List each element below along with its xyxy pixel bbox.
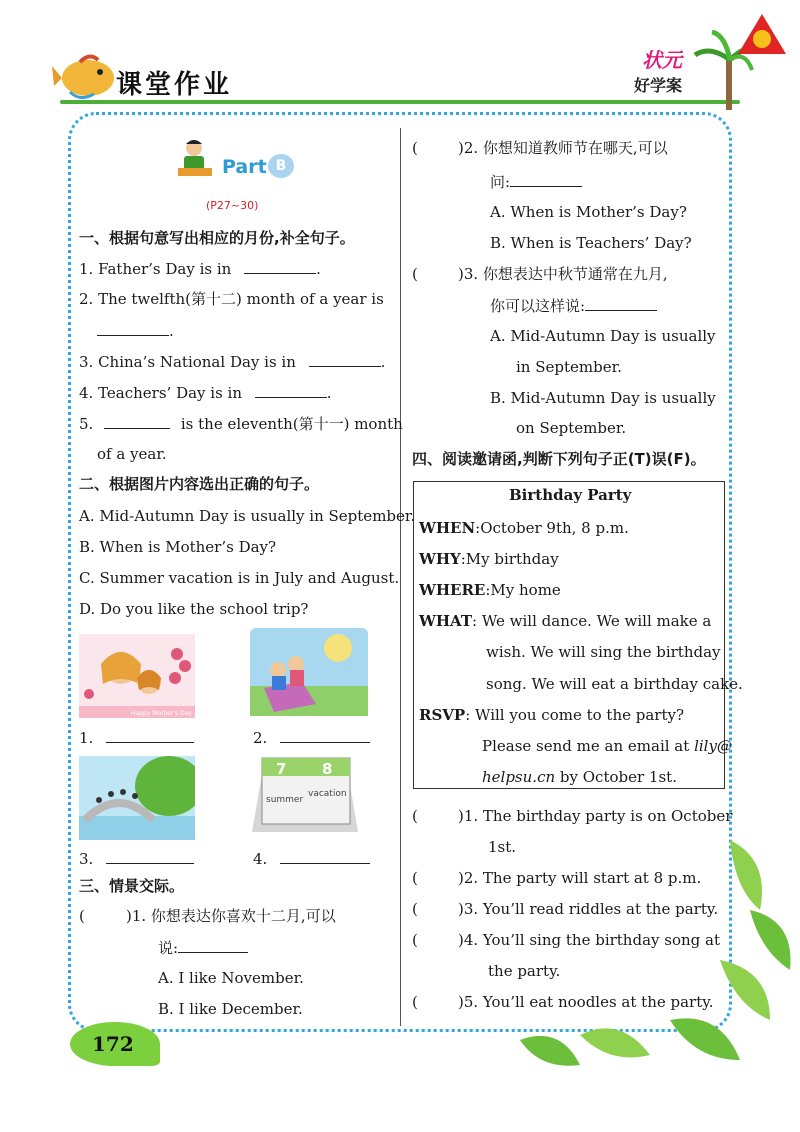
page-number: 172 — [92, 1032, 134, 1056]
invite-why-key: WHY — [419, 550, 461, 568]
section1-heading: 一、根据句意写出相应的月份,补全句子。 — [79, 229, 355, 247]
answer-paren[interactable]: ( — [412, 869, 418, 887]
header-rule — [60, 100, 740, 104]
answer-blank[interactable] — [106, 848, 194, 864]
s3-q2-prompt: 问: — [490, 173, 511, 191]
s3-q3-line1: )3. 你想表达中秋节通常在九月, — [458, 265, 668, 283]
s3-q1-option-b: B. I like December. — [158, 1000, 303, 1018]
invite-where — [419, 580, 561, 600]
answer-paren[interactable]: ( — [412, 931, 418, 949]
answer-blank[interactable] — [178, 937, 248, 953]
s1-line-1-text: 1. Father’s Day is in — [79, 260, 232, 278]
invite-why-value: :My birthday — [460, 550, 559, 568]
pic4-label: 4. — [253, 850, 268, 868]
s4-item-4-cont: the party. — [488, 962, 561, 980]
s3-q3-prompt: 你可以这样说: — [490, 297, 586, 315]
s1-line-5-cont: of a year. — [97, 445, 167, 463]
s1-line-2: 2. The twelfth(第十二) month of a year is — [79, 290, 384, 308]
answer-paren[interactable]: ( — [412, 265, 418, 283]
s1-line-4: 4. Teachers’ Day is in . — [79, 384, 332, 402]
s3-q1-line1: )1. 你想表达你喜欢十二月,可以 — [126, 907, 336, 925]
s3-q2-line1: )2. 你想知道教师节在哪天,可以 — [458, 139, 668, 157]
s1-line-3-text: 3. China’s National Day is in — [79, 353, 296, 371]
leaves-decoration-icon — [520, 820, 800, 1080]
mothers-day-picture — [79, 634, 195, 718]
invite-rsvp-line2 — [482, 736, 732, 756]
brand-logo — [634, 44, 682, 96]
answer-blank[interactable] — [104, 413, 170, 429]
column-divider — [400, 128, 401, 1026]
s3-q2-line2 — [490, 171, 582, 192]
section3-heading: 三、情景交际。 — [79, 877, 185, 895]
invite-what — [419, 611, 711, 631]
s2-option-d: D. Do you like the school trip? — [79, 600, 309, 618]
answer-paren[interactable]: ( — [412, 993, 418, 1011]
s1-line-4-text: 4. Teachers’ Day is in — [79, 384, 243, 402]
s4-item-1: )1. The birthday party is on October — [458, 807, 733, 825]
s3-q1-option-a: A. I like November. — [158, 969, 304, 987]
invite-when — [419, 518, 629, 538]
invite-why — [419, 549, 559, 569]
answer-blank[interactable] — [585, 295, 657, 311]
s3-q3-option-b1: B. Mid-Autumn Day is usually — [490, 389, 716, 407]
invite-what-key: WHAT — [419, 612, 472, 630]
pic1-caption: Happy Mother's Day — [131, 710, 192, 717]
pic2-answer — [253, 727, 370, 748]
s1-line-2-cont: . — [97, 320, 174, 341]
invite-where-value: :My home — [485, 581, 561, 599]
publisher-emblem-icon — [753, 30, 771, 48]
calendar-num-7: 7 — [276, 760, 287, 778]
part-label: Part — [222, 156, 267, 178]
s3-q3-line2 — [490, 295, 657, 316]
s3-q2-option-a: A. When is Mother’s Day? — [490, 203, 687, 221]
s4-item-3: )3. You’ll read riddles at the party. — [458, 900, 719, 918]
s2-option-c: C. Summer vacation is in July and August. — [79, 569, 400, 587]
part-letter-badge: B — [268, 154, 294, 178]
s1-line-5-text: is the eleventh(第十一) month — [180, 415, 403, 433]
invite-rsvp-value-1: : Will you come to the party? — [465, 706, 685, 724]
calendar-word-vacation: vacation — [308, 789, 347, 799]
answer-blank[interactable] — [106, 727, 194, 743]
answer-paren[interactable]: ( — [412, 139, 418, 157]
s2-option-a: A. Mid-Autumn Day is usually in September. — [79, 507, 416, 525]
invite-email-part1: lily@ — [694, 737, 732, 755]
mid-autumn-picture — [250, 628, 368, 716]
section4-heading: 四、阅读邀请函,判断下列句子正(T)误(F)。 — [412, 450, 706, 468]
s4-item-2: )2. The party will start at 8 p.m. — [458, 869, 702, 887]
invite-rsvp-value-3: by October 1st. — [559, 768, 677, 786]
answer-blank[interactable] — [97, 320, 169, 336]
s3-q1-prompt: 说: — [158, 939, 179, 957]
s1-line-5 — [79, 413, 403, 434]
invite-what-value-3: song. We will eat a birthday cake. — [486, 675, 743, 693]
s4-item-4: )4. You’ll sing the birthday song at — [458, 931, 720, 949]
page-header — [0, 0, 800, 112]
pic3-answer — [79, 848, 194, 869]
pic2-label: 2. — [253, 729, 268, 747]
invitation-title: Birthday Party — [509, 486, 632, 504]
pic3-label: 3. — [79, 850, 94, 868]
page-range: (P27~30) — [206, 199, 259, 212]
calendar-num-8: 8 — [322, 760, 333, 778]
s3-q1-line2 — [158, 937, 248, 958]
answer-blank[interactable] — [280, 727, 370, 743]
invite-email-part2: helpsu.cn — [482, 768, 556, 786]
dolphin-logo-icon — [50, 52, 118, 104]
pic1-answer — [79, 727, 194, 748]
school-trip-picture — [79, 756, 195, 840]
answer-blank[interactable] — [309, 351, 381, 367]
section2-heading: 二、根据图片内容选出正确的句子。 — [79, 475, 320, 493]
s1-line-1: 1. Father’s Day is in . — [79, 260, 321, 278]
s3-q3-option-a2: in September. — [516, 358, 622, 376]
invite-rsvp-value-2: Please send me an email at — [482, 737, 690, 755]
invite-when-value: :October 9th, 8 p.m. — [475, 519, 629, 537]
invite-what-value-2: wish. We will sing the birthday — [486, 643, 721, 661]
s1-line-5-num: 5. — [79, 415, 94, 433]
invite-when-key: WHEN — [419, 519, 476, 537]
answer-paren[interactable]: ( — [412, 900, 418, 918]
invite-rsvp-line3 — [482, 767, 677, 787]
answer-blank[interactable] — [280, 848, 370, 864]
s3-q3-option-b2: on September. — [516, 419, 627, 437]
s3-q2-option-b: B. When is Teachers’ Day? — [490, 234, 692, 252]
invite-what-value-1: : We will dance. We will make a — [472, 612, 712, 630]
calendar-word-summer: summer — [266, 795, 304, 805]
brand-top-text: 状元 — [642, 48, 683, 72]
answer-blank[interactable] — [510, 171, 582, 187]
page-title: 课堂作业 — [116, 70, 233, 100]
page-number-badge — [70, 1022, 160, 1066]
s3-q3-option-a1: A. Mid-Autumn Day is usually — [490, 327, 716, 345]
s2-option-b: B. When is Mother’s Day? — [79, 538, 277, 556]
answer-paren[interactable]: ( — [79, 907, 85, 925]
answer-blank[interactable] — [244, 258, 316, 274]
pic1-label: 1. — [79, 729, 94, 747]
s4-item-1-cont: 1st. — [488, 838, 517, 856]
s4-item-5: )5. You’ll eat noodles at the party. — [458, 993, 714, 1011]
answer-blank[interactable] — [255, 382, 327, 398]
pic4-answer — [253, 848, 370, 869]
invite-rsvp-key: RSVP — [419, 706, 466, 724]
answer-paren[interactable]: ( — [412, 807, 418, 825]
invite-rsvp — [419, 705, 684, 725]
brand-bottom-text: 好学案 — [634, 76, 683, 95]
invite-where-key: WHERE — [419, 581, 486, 599]
s1-line-3: 3. China’s National Day is in . — [79, 353, 386, 371]
calendar-picture — [248, 752, 362, 840]
